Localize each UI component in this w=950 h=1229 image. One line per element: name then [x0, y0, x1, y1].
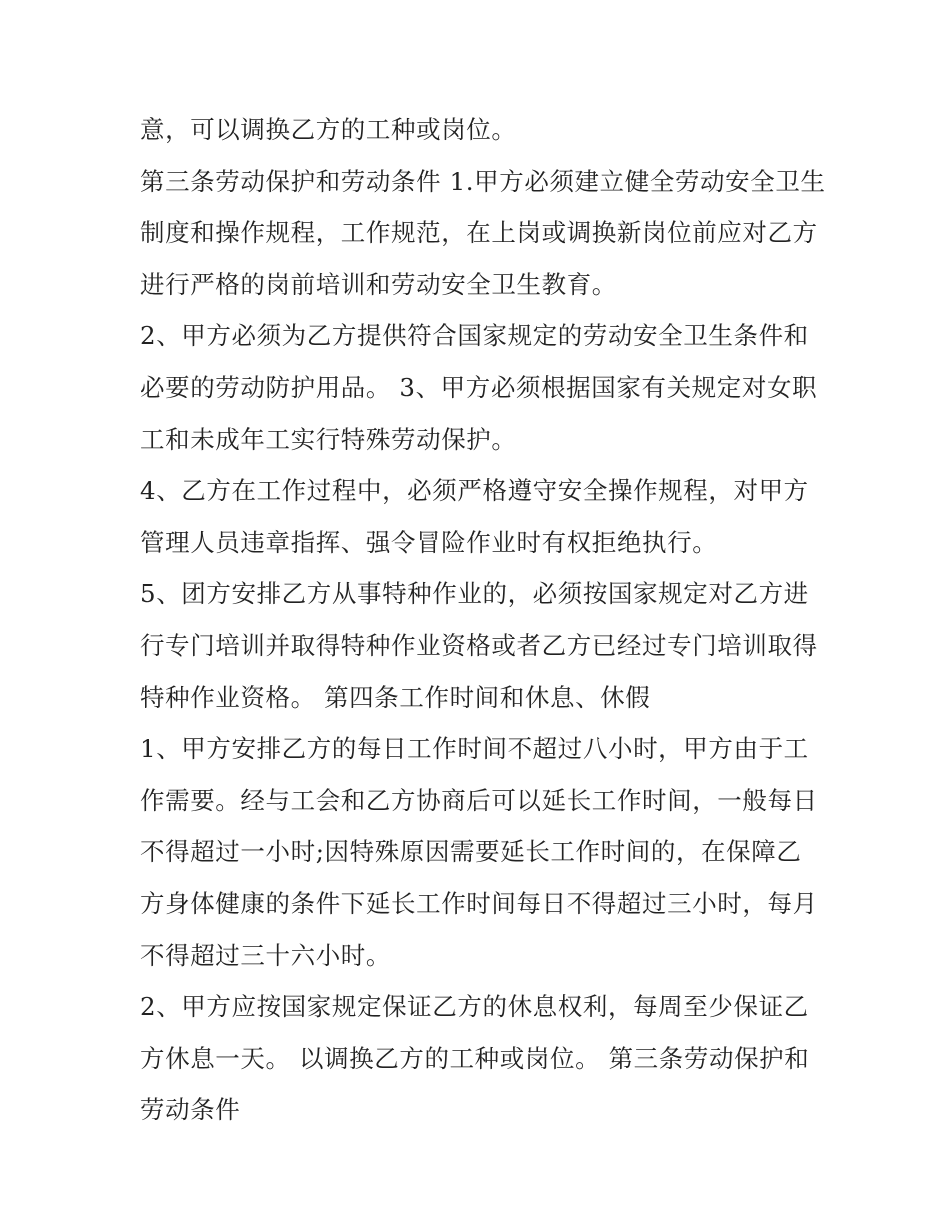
text-line: 不得超过一小时;因特殊原因需要延长工作时间的，在保障乙 — [140, 837, 802, 867]
text-line: 1、甲方安排乙方的每日工作时间不超过八小时，甲方由于工 — [140, 734, 809, 764]
text-line: 第三条劳动保护和劳动条件 1.甲方必须建立健全劳动安全卫生 — [140, 166, 826, 196]
text-line: 制度和操作规程，工作规范，在上岗或调换新岗位前应对乙方 — [140, 218, 818, 248]
text-line: 方身体健康的条件下延长工作时间每日不得超过三小时，每月 — [140, 888, 818, 918]
text-line: 劳动条件 — [140, 1095, 241, 1125]
text-line: 工和未成年工实行特殊劳动保护。 — [140, 424, 517, 454]
document-body — [140, 104, 826, 1136]
text-line: 意，可以调换乙方的工种或岗位。 — [140, 115, 517, 144]
text-line: 2、甲方必须为乙方提供符合国家规定的劳动安全卫生条件和 — [140, 321, 809, 351]
text-line: 行专门培训并取得特种作业资格或者乙方已经过专门培训取得 — [140, 630, 818, 660]
text-line: 必要的劳动防护用品。 3、甲方必须根据国家有关规定对女职 — [140, 372, 818, 402]
text-line: 作需要。经与工会和乙方协商后可以延长工作时间，一般每日 — [140, 785, 818, 815]
text-line: 方休息一天。 以调换乙方的工种或岗位。 第三条劳动保护和 — [140, 1043, 810, 1073]
text-line: 2、甲方应按国家规定保证乙方的休息权利，每周至少保证乙 — [140, 992, 809, 1022]
text-line: 管理人员违章指挥、强令冒险作业时有权拒绝执行。 — [140, 527, 718, 557]
text-line: 5、团方安排乙方从事特种作业的，必须按国家规定对乙方进 — [140, 579, 809, 609]
text-line: 不得超过三十六小时。 — [140, 940, 391, 970]
text-line: 4、乙方在工作过程中，必须严格遵守安全操作规程，对甲方 — [140, 476, 809, 506]
text-line: 进行严格的岗前培训和劳动安全卫生教育。 — [140, 269, 617, 299]
text-line: 特种作业资格。 第四条工作时间和休息、休假 — [140, 682, 651, 712]
